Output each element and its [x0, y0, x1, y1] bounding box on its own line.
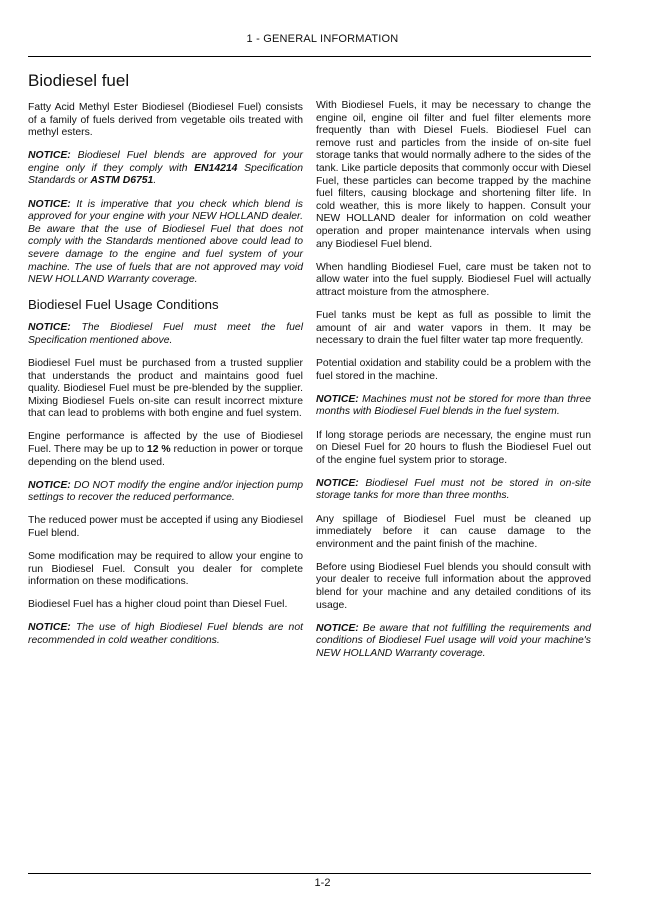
standard-name: EN14214	[194, 162, 238, 174]
section-subtitle: Biodiesel Fuel Usage Conditions	[28, 297, 219, 313]
notice	[28, 322, 303, 347]
notice-text: It is imperative that you check which blend is approved for your engine with your NEW HOLLAND dealer. Be aware that the use of Biodiesel Fuel that does not comply with the Standards mentioned above could lead to severe damage to the engine and fuel system of your machine. The use of fuels that are not approved may void NEW HOLLAND Warranty coverage.	[28, 198, 303, 286]
header-rule	[28, 56, 591, 57]
notice	[316, 478, 591, 503]
notice-label: NOTICE:	[28, 198, 71, 210]
notice	[28, 199, 303, 287]
paragraph: Biodiesel Fuel has a higher cloud point than Diesel Fuel.	[28, 599, 288, 611]
paragraph: When handling Biodiesel Fuel, care must be taken not to allow water into the fuel supply. Biodiesel Fuel will actually attract moisture from the atmosphere.	[316, 261, 591, 298]
notice-text: Specification Standards or	[28, 162, 303, 187]
notice-label: NOTICE:	[316, 477, 359, 489]
notice-text: The Biodiesel Fuel must meet the fuel Specification mentioned above.	[28, 322, 304, 346]
notice-label: NOTICE:	[28, 479, 71, 491]
notice	[28, 150, 303, 188]
paragraph-text: Engine performance is affected by the use of Biodiesel Fuel. There may be up to	[28, 431, 303, 455]
notice	[316, 623, 591, 661]
notice-label: NOTICE:	[28, 150, 71, 162]
paragraph: Any spillage of Biodiesel Fuel must be cleaned up immediately before it can cause damage to the environment and the paint finish of the machine.	[316, 513, 591, 550]
notice	[28, 480, 303, 505]
paragraph: Fuel tanks must be kept as full as possible to limit the amount of air and water vapors in them. It may be necessary to drain the fuel filter water tap more frequently.	[316, 309, 591, 347]
notice-label: NOTICE:	[316, 393, 359, 405]
paragraph: If long storage periods are necessary, the engine must run on Diesel Fuel for 20 hours to flush the Biodiesel Fuel out of the engine fuel system prior to storage.	[316, 429, 591, 466]
footer-rule	[28, 873, 591, 874]
reduction-value: 12 %	[146, 443, 171, 455]
left-column	[28, 70, 303, 658]
notice-text: Machines must not be stored for more than three months with Biodiesel Fuel blends in the fuel system.	[316, 393, 592, 418]
paragraph: Fatty Acid Methyl Ester Biodiesel (Biodiesel Fuel) consists of a family of fuels derived from vegetable oils treated with methyl esters.	[28, 102, 303, 139]
paragraph: Before using Biodiesel Fuel blends you should consult with your dealer to receive full information about the approved blend for your machine and any detailed conditions of its usage.	[316, 561, 591, 611]
paragraph: Some modification may be required to allow your engine to run Biodiesel Fuel. Consult you dealer for complete information on these modifications.	[28, 551, 303, 588]
notice-label: NOTICE:	[28, 322, 71, 334]
notice-text: The use of high Biodiesel Fuel blends are not recommended in cold weather conditions.	[28, 622, 304, 646]
right-column	[316, 100, 591, 671]
paragraph: The reduced power must be accepted if using any Biodiesel Fuel blend.	[28, 515, 303, 539]
notice-label: NOTICE:	[28, 622, 71, 634]
notice-label: NOTICE:	[316, 622, 359, 634]
page-number: 1-2	[314, 877, 331, 889]
notice-text: Biodiesel Fuel must not be stored in on-site storage tanks for more than three months.	[316, 477, 591, 502]
paragraph	[28, 431, 303, 469]
notice	[28, 622, 303, 647]
paragraph: Potential oxidation and stability could be a problem with the fuel stored in the machine.	[316, 358, 591, 382]
page-title: Biodiesel fuel	[28, 71, 130, 90]
paragraph-text: reduction in power or torque depending on the blend used.	[28, 443, 304, 468]
notice-text: Biodiesel Fuel blends are approved for your engine only if they comply with	[28, 150, 303, 174]
paragraph: Biodiesel Fuel must be purchased from a trusted supplier that understands the product and maintains good fuel quality. Biodiesel Fuel must be pre-blended by the supplier. Mixing Biodiesel Fuels on-site can result incorrect mixture that can lead to problems with both engine and fuel system.	[28, 357, 303, 420]
notice-text: DO NOT modify the engine and/or injection pump settings to recover the reduced performance.	[28, 479, 303, 504]
notice-text: .	[153, 175, 157, 187]
standard-name: ASTM D6751	[90, 175, 154, 187]
notice-text: Be aware that not fulfilling the requirements and conditions of Biodiesel Fuel usage will void your machine's NEW HOLLAND Warranty coverage.	[316, 622, 591, 659]
paragraph: With Biodiesel Fuels, it may be necessary to change the engine oil, engine oil filter and fuel filter elements more frequently than with Diesel Fuels. Biodiesel Fuel can remove rust and particles from the inside of on-site fuel storage tanks that would normally adhere to the sides of the tank. Like particle deposits that commonly occur with Diesel Fuel, these particles can become trapped by the machine fuel filters, causing blockage and shortening filter life. In cold weather, this is more likely to happen. Consult your NEW HOLLAND dealer for information on cold weather operation and proper maintenance intervals when using any Biodiesel Fuel blend.	[316, 100, 591, 250]
running-header: 1 - GENERAL INFORMATION	[246, 33, 399, 45]
notice	[316, 394, 591, 419]
